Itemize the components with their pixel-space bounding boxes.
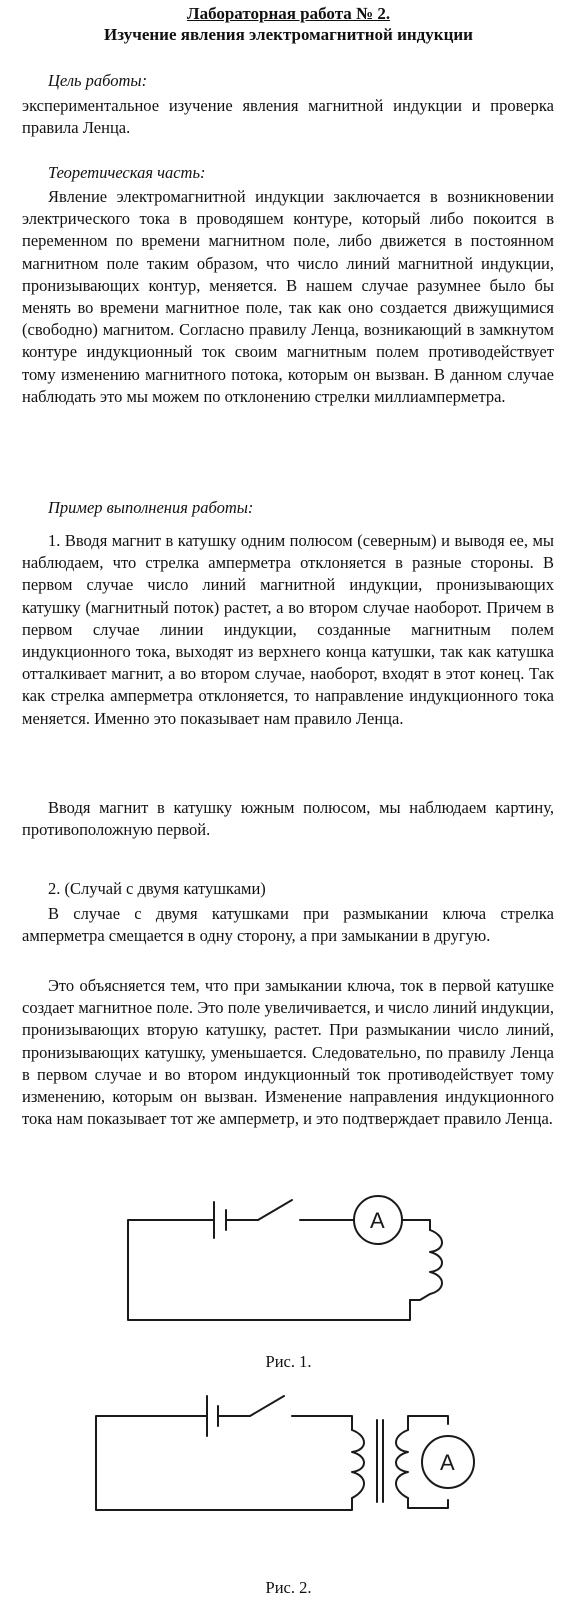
fig2-wire-switch-coil	[292, 1416, 352, 1430]
fig1-wire-left	[128, 1220, 410, 1320]
example-paragraph-1: 1. Вводя магнит в катушку одним полюсом (северным) и выводя ее, мы наблюдаем, что стрелка амперметра отклоняется в разные стороны. В первом случае число линий магнитной индукции, пронизывающих катушку (магнитный поток) растет, а во втором случае наоборот. Причем в первом случае линии индукции, созданные магнитным полем индукционного тока, выходят из верхнего конца катушки, так как катушка отталкивает магнит, а во втором случае, наоборот, входят в этот конец. Так как стрелка амперметра отклоняется, то направление индукционного тока меняется. Именно это показывает нам правило Ленца.	[22, 531, 554, 728]
fig2-wire-left	[96, 1416, 352, 1510]
fig2-ammeter-label: A	[440, 1450, 455, 1475]
example-heading: Пример выполнения работы:	[48, 498, 254, 517]
theory-heading: Теоретическая часть:	[48, 163, 206, 182]
fig2-secondary-coil	[396, 1430, 408, 1498]
figure-1-caption: Рис. 1.	[265, 1352, 312, 1371]
page-title: Лабораторная работа № 2.	[186, 4, 391, 23]
example-paragraph-2: Вводя магнит в катушку южным полюсом, мы наблюдаем картину, противоположную первой.	[22, 798, 554, 840]
circuit-figure-1	[0, 1190, 577, 1340]
case2-heading: 2. (Случай с двумя катушками)	[48, 879, 266, 898]
fig1-wire-ammeter-coil	[402, 1220, 430, 1230]
fig1-coil	[410, 1230, 442, 1300]
fig2-primary-coil	[352, 1430, 364, 1498]
case2-paragraph-2: Это объясняется тем, что при замыкании ключа, ток в первой катушке создает магнитное поле. Это поле увеличивается, и число линий индукции, пронизывающих вторую катушку, растет. При размыкании число линий, пронизывающих катушку, уменьшается. Следовательно, по правилу Ленца в первом случае и во втором индукционный ток противодействует тому изменению, которым он вызван. Изменение направления индукционного тока нам показывает тот же амперметр, и это подтверждает правило Ленца.	[22, 976, 554, 1129]
fig1-switch	[258, 1200, 292, 1220]
goal-paragraph: экспериментальное изучение явления магнитной индукции и проверка правила Ленца.	[22, 96, 554, 138]
page-subtitle: Изучение явления электромагнитной индукции	[104, 25, 473, 44]
goal-heading: Цель работы:	[48, 71, 148, 90]
theory-paragraph: Явление электромагнитной индукции заключается в возникновении электрического тока в проводяшем контуре, который либо покоится в переменном по времени магнитном поле, либо движется в постоянном магнитном поле таким образом, что число линий магнитной индукции, пронизывающих контур, меняется. В нашем случае разумнее было бы менять во времени магнитное поле, так как оно создается движущимися (свободно) магнитом. Согласно правилу Ленца, возникающий в замкнутом контуре индукционный ток своим магнитным полем противодействует тому изменению магнитного потока, которым он вызван. В данном случае наблюдать это мы можем по отклонению стрелки миллиамперметра.	[22, 187, 554, 406]
fig1-ammeter-label: A	[370, 1208, 385, 1233]
case2-paragraph-1: В случае с двумя катушками при размыкании ключа стрелка амперметра смещается в одну сторону, а при замыкании в другую.	[22, 904, 554, 946]
fig2-switch	[250, 1396, 284, 1416]
circuit-figure-2	[0, 1380, 577, 1520]
figure-2-caption: Рис. 2.	[265, 1578, 312, 1597]
